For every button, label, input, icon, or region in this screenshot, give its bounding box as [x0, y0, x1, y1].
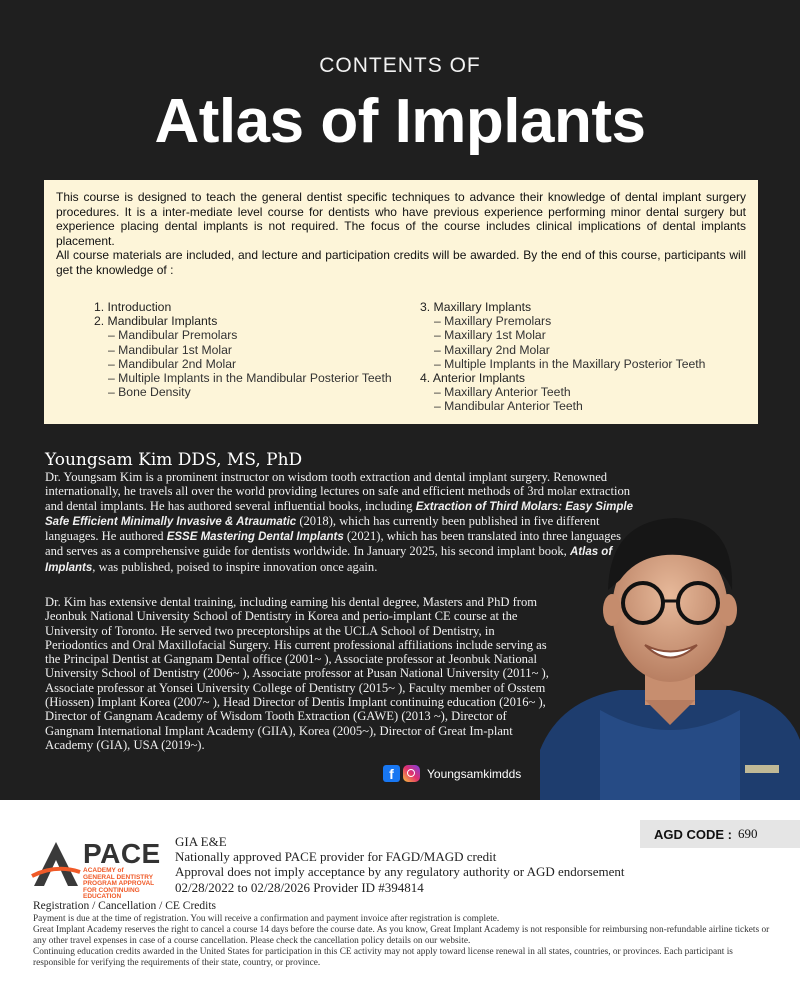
footer-section [0, 800, 800, 1000]
page-title: Atlas of Implants [154, 87, 646, 156]
toc-item: 3. Maxillary Implants [420, 300, 532, 314]
pace-info-line: GIA E&E [175, 834, 227, 849]
toc-subitem: – Maxillary Premolars [420, 314, 705, 328]
pace-tagline: GENERAL DENTISTRY [83, 873, 154, 881]
pace-logo [30, 838, 170, 901]
registration-policy [33, 900, 773, 969]
policy-text: Continuing education credits awarded in the United States for participation in this CE activity may not apply toward license renewal in all states, countries, or provinces. Each participant is responsible for verifying the requirements of their state, country, or province. [33, 947, 733, 968]
toc-item: 4. Anterior Implants [420, 371, 525, 386]
intro-paragraph-2: All course materials are included, and lecture and participation credits will be awarded. By the end of this course, participants will get the knowledge of : [56, 248, 746, 277]
toc-subitem: – Mandibular 1st Molar [94, 343, 392, 357]
toc-column-2 [420, 300, 705, 414]
toc-subitem: – Bone Density [94, 385, 392, 399]
bio-text: (2021), which has been translated into three languages and serves as a comprehensive guide for dentists worldwide. In January 2025, his second implant book, [45, 529, 622, 559]
pace-text [83, 840, 161, 901]
pace-tagline: FOR CONTINUING [83, 886, 140, 894]
pace-tagline: ACADEMY of [83, 867, 124, 874]
subtitle: CONTENTS OF [319, 54, 481, 77]
toc-subitem: – Mandibular Anterior Teeth [420, 399, 705, 413]
instagram-icon[interactable] [403, 765, 420, 782]
pace-info-line: 02/28/2022 to 02/28/2026 Provider ID #394814 [175, 879, 424, 895]
agd-code: 690 [738, 826, 758, 841]
toc-subitem: – Maxillary 1st Molar [420, 328, 705, 342]
bio-text: (2018), which has currently been published in five different languages. He authored [45, 513, 600, 544]
intro-paragraph-1: This course is designed to teach the general dentist specific techniques to advance their knowledge of dental implant surgery procedures. It is a inter-mediate level course for dentists who have previous experience performing minor dental surgery but experience placing dental implants is not required. The focus of the course includes clinical implications of dental implants placement. [56, 190, 746, 248]
pace-info-line: Approval does not imply acceptance by any regulatory authority or AGD endorsement [175, 864, 625, 880]
pace-wordmark: PACE [83, 838, 161, 869]
toc-column-1 [94, 300, 392, 399]
policy-text: Great Implant Academy reserves the right to cancel a course 14 days before the course date. As you know, Great Implant Academy is not responsible for reimbursing non-refundable airline tickets or any other travel expenses in case of a course cancellation. Please check the cancellation policy details on our website. [33, 925, 770, 946]
social-handle[interactable]: Youngsamkimdds [427, 766, 522, 781]
bio-text: Dr. Youngsam Kim is a prominent instructor on wisdom tooth extraction and dental implant surgery. Renowned internationally, he travels all over the world providing lectures on safe and efficient methods of 3rd molar extraction and dental implants. He has authored several influential books, including [45, 470, 631, 513]
book-title: Atlas of Implants [45, 546, 613, 574]
course-description-box [44, 180, 758, 424]
registration-heading: Registration / Cancellation / CE Credits [33, 900, 217, 912]
toc-item: 2. Mandibular Implants [94, 314, 218, 329]
book-title: Extraction of Third Molars: Easy Simple Safe Efficient Minimally Invasive & Atraumatic [45, 500, 634, 528]
policy-text: Payment is due at the time of registration. You will receive a confirmation and payment invoice after registration is complete. [33, 914, 500, 924]
pace-tagline: EDUCATION [83, 893, 122, 901]
pace-info [175, 834, 624, 895]
toc-item: 1. Introduction [94, 300, 172, 314]
agd-code-badge [640, 820, 800, 848]
pace-a-icon [30, 840, 82, 888]
social-links [383, 765, 521, 782]
author-name: Youngsam Kim DDS, MS, PhD [45, 450, 303, 470]
toc-subitem: – Multiple Implants in the Maxillary Posterior Teeth [420, 357, 705, 371]
toc-subitem: – Mandibular 2nd Molar [94, 357, 392, 371]
author-bio-2: Dr. Kim has extensive dental training, including earning his dental degree, Masters and PhD from Jeonbuk National University School of Dentistry in Korea and perio-implant CE course at the University of Toronto. He served two preceptorships at the UCLA School of Dentistry, in Periodontics and Oral Maxillofacial Surgery. His current professional affiliations include serving as the Principal Dentist at Gangnam Dental office (2001~ ), Associate professor at Jeonbuk National University School of Dentistry (2006~ ), Associate professor at Pusan National University (2011~ ), Associate professor at Yonsei University College of Dentistry (2015~ ), Faculty member of Osstem (Hiossen) Implant Korea (2007~ ), Head Director of Dentis Implant continuing education (2016~ ), Director of Gangnam Academy of Wisdom Tooth Extraction (GAWE) (2013 ~), Director of Gangnam International Implant Academy (GIIA), Korea (2005~), Director of Great Im-plant Academy (GIA), USA (2019~). [45, 595, 549, 752]
toc-subitem: – Maxillary 2nd Molar [420, 343, 705, 357]
book-title: ESSE Mastering Dental Implants [166, 531, 344, 544]
facebook-icon[interactable]: f [383, 765, 400, 782]
agd-label: AGD CODE : [654, 826, 732, 842]
toc-subitem: – Mandibular Premolars [94, 328, 392, 342]
toc-subitem: – Maxillary Anterior Teeth [420, 385, 705, 399]
pace-info-line: Nationally approved PACE provider for FAGD/MAGD credit [175, 849, 497, 865]
pace-tagline: PROGRAM APPROVAL [83, 880, 155, 888]
toc-subitem: – Multiple Implants in the Mandibular Posterior Teeth [94, 371, 392, 385]
bio-text: , was published, poised to inspire innovation once again. [92, 559, 378, 574]
author-photo [540, 510, 800, 800]
